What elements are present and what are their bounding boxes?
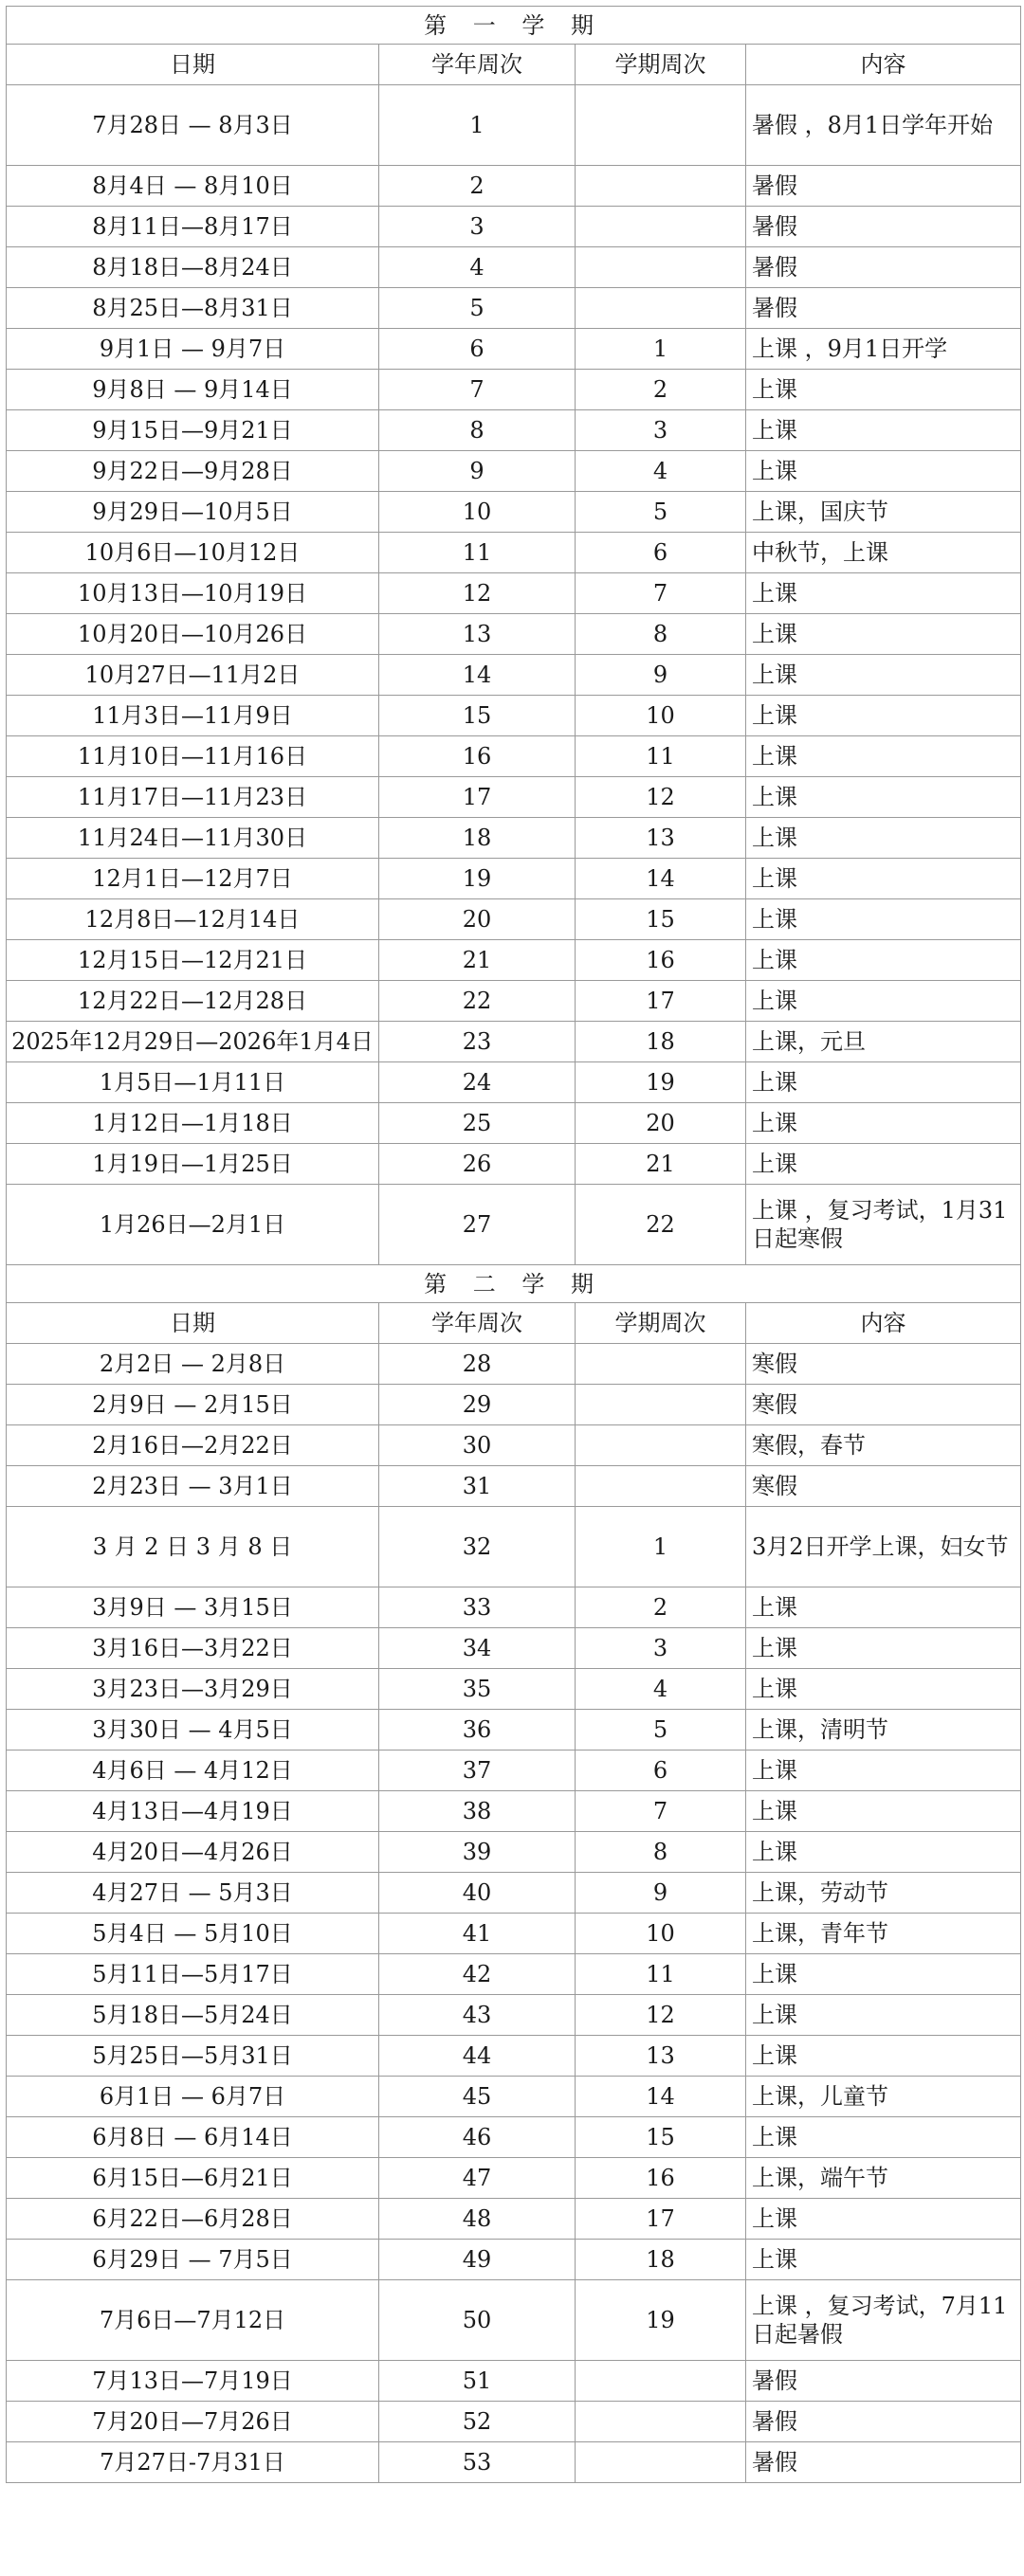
academic-year-week: 39 [379, 1832, 576, 1873]
semester-week [576, 1466, 746, 1507]
week-date-range: 12月8日—12月14日 [7, 899, 379, 940]
week-date-range: 8月18日—8月24日 [7, 247, 379, 288]
semester-week: 16 [576, 940, 746, 981]
semester-week: 14 [576, 859, 746, 899]
semester-week: 3 [576, 1628, 746, 1669]
academic-year-week: 35 [379, 1669, 576, 1710]
week-date-range: 6月8日 — 6月14日 [7, 2117, 379, 2158]
week-row [7, 2117, 1021, 2158]
week-row [7, 410, 1021, 451]
week-content: 上课 [746, 1144, 1021, 1185]
column-header-date: 日期 [7, 1303, 379, 1344]
academic-year-week: 2 [379, 166, 576, 207]
week-date-range: 6月15日—6月21日 [7, 2158, 379, 2199]
week-date-range: 2月9日 — 2月15日 [7, 1385, 379, 1425]
week-date-range: 9月15日—9月21日 [7, 410, 379, 451]
week-row [7, 2402, 1021, 2442]
semester-week: 8 [576, 1832, 746, 1873]
week-content: 上课 [746, 899, 1021, 940]
week-row [7, 899, 1021, 940]
week-row [7, 2240, 1021, 2280]
semester-week [576, 1385, 746, 1425]
week-row [7, 1587, 1021, 1628]
week-content: 上课 [746, 573, 1021, 614]
week-content: 上课 [746, 370, 1021, 410]
week-row [7, 2280, 1021, 2361]
semester-week: 19 [576, 1062, 746, 1103]
column-header-content: 内容 [746, 1303, 1021, 1344]
week-date-range: 11月17日—11月23日 [7, 777, 379, 818]
academic-year-week: 25 [379, 1103, 576, 1144]
week-content: 上课 ，复习考试，1月31日起寒假 [746, 1185, 1021, 1265]
week-date-range: 3月16日—3月22日 [7, 1628, 379, 1669]
week-row [7, 696, 1021, 736]
semester-week: 17 [576, 2199, 746, 2240]
week-content: 上课，清明节 [746, 1710, 1021, 1751]
academic-year-week: 11 [379, 533, 576, 573]
week-date-range: 9月8日 — 9月14日 [7, 370, 379, 410]
week-date-range: 10月27日—11月2日 [7, 655, 379, 696]
week-content: 上课 [746, 614, 1021, 655]
academic-year-week: 14 [379, 655, 576, 696]
week-content: 上课，元旦 [746, 1022, 1021, 1062]
semester-week: 4 [576, 1669, 746, 1710]
semester-week: 13 [576, 818, 746, 859]
academic-year-week: 3 [379, 207, 576, 247]
semester-week: 17 [576, 981, 746, 1022]
semester-week [576, 2402, 746, 2442]
week-date-range: 5月25日—5月31日 [7, 2036, 379, 2077]
week-content: 上课 [746, 1995, 1021, 2036]
week-content: 中秋节，上课 [746, 533, 1021, 573]
semester-week: 20 [576, 1103, 746, 1144]
week-content: 上课 [746, 1832, 1021, 1873]
week-content: 上课 [746, 1669, 1021, 1710]
week-date-range: 3月23日—3月29日 [7, 1669, 379, 1710]
week-date-range: 1月12日—1月18日 [7, 1103, 379, 1144]
column-header-term-week: 学期周次 [576, 45, 746, 85]
semester-week [576, 288, 746, 329]
semester-week: 18 [576, 1022, 746, 1062]
week-row [7, 1185, 1021, 1265]
semester-week: 12 [576, 777, 746, 818]
semester-week: 12 [576, 1995, 746, 2036]
week-row [7, 1954, 1021, 1995]
week-content: 暑假 [746, 2442, 1021, 2483]
semester-week: 10 [576, 696, 746, 736]
week-content: 上课 ，9月1日开学 [746, 329, 1021, 370]
semester-week: 5 [576, 1710, 746, 1751]
week-content: 上课，端午节 [746, 2158, 1021, 2199]
week-date-range: 10月20日—10月26日 [7, 614, 379, 655]
week-row [7, 1344, 1021, 1385]
semester-week: 15 [576, 2117, 746, 2158]
semester-week: 5 [576, 492, 746, 533]
week-content: 上课 [746, 410, 1021, 451]
academic-year-week: 46 [379, 2117, 576, 2158]
semester-week: 9 [576, 655, 746, 696]
academic-year-week: 28 [379, 1344, 576, 1385]
academic-year-week: 24 [379, 1062, 576, 1103]
week-row [7, 1385, 1021, 1425]
academic-year-week: 23 [379, 1022, 576, 1062]
semester-week [576, 207, 746, 247]
semester-week: 7 [576, 573, 746, 614]
academic-year-week: 15 [379, 696, 576, 736]
week-date-range: 2月2日 — 2月8日 [7, 1344, 379, 1385]
semester-week: 11 [576, 736, 746, 777]
week-content: 暑假 [746, 2402, 1021, 2442]
week-date-range: 12月22日—12月28日 [7, 981, 379, 1022]
week-date-range: 7月28日 — 8月3日 [7, 85, 379, 166]
academic-year-week: 44 [379, 2036, 576, 2077]
semester-week: 8 [576, 614, 746, 655]
week-row [7, 2199, 1021, 2240]
week-row [7, 777, 1021, 818]
week-date-range: 8月4日 — 8月10日 [7, 166, 379, 207]
week-content: 上课 [746, 859, 1021, 899]
semester-title: 第 二 学 期 [7, 1265, 1021, 1303]
week-date-range: 4月13日—4月19日 [7, 1791, 379, 1832]
semester-title-row [7, 1265, 1021, 1303]
week-row [7, 2158, 1021, 2199]
semester-week: 6 [576, 1751, 746, 1791]
week-row [7, 859, 1021, 899]
week-content: 暑假 ，8月1日学年开始 [746, 85, 1021, 166]
week-content: 上课 [746, 736, 1021, 777]
week-row [7, 2361, 1021, 2402]
semester-week [576, 1344, 746, 1385]
week-content: 上课 [746, 655, 1021, 696]
academic-year-week: 43 [379, 1995, 576, 2036]
week-row [7, 2442, 1021, 2483]
semester-title: 第 一 学 期 [7, 7, 1021, 45]
semester-week [576, 1425, 746, 1466]
academic-year-week: 51 [379, 2361, 576, 2402]
academic-year-week: 50 [379, 2280, 576, 2361]
week-date-range: 6月22日—6月28日 [7, 2199, 379, 2240]
week-content: 上课 [746, 1954, 1021, 1995]
week-row [7, 1103, 1021, 1144]
semester-week: 6 [576, 533, 746, 573]
week-content: 寒假，春节 [746, 1425, 1021, 1466]
column-header-year-week: 学年周次 [379, 45, 576, 85]
academic-year-week: 30 [379, 1425, 576, 1466]
column-header-term-week: 学期周次 [576, 1303, 746, 1344]
week-row [7, 1022, 1021, 1062]
week-date-range: 11月3日—11月9日 [7, 696, 379, 736]
academic-year-week: 32 [379, 1507, 576, 1587]
semester-week [576, 2361, 746, 2402]
semester-week: 2 [576, 370, 746, 410]
week-date-range: 3月9日 — 3月15日 [7, 1587, 379, 1628]
semester-week: 10 [576, 1914, 746, 1954]
week-date-range: 9月29日—10月5日 [7, 492, 379, 533]
semester-week: 1 [576, 1507, 746, 1587]
week-content: 上课 [746, 1103, 1021, 1144]
academic-year-week: 18 [379, 818, 576, 859]
week-row [7, 370, 1021, 410]
week-row [7, 2036, 1021, 2077]
academic-year-week: 33 [379, 1587, 576, 1628]
week-row [7, 1710, 1021, 1751]
academic-year-week: 40 [379, 1873, 576, 1914]
week-date-range: 5月11日—5月17日 [7, 1954, 379, 1995]
academic-year-week: 26 [379, 1144, 576, 1185]
week-row [7, 1507, 1021, 1587]
week-row [7, 85, 1021, 166]
semester-title-row [7, 7, 1021, 45]
week-content: 上课 [746, 1791, 1021, 1832]
week-content: 寒假 [746, 1344, 1021, 1385]
academic-year-week: 42 [379, 1954, 576, 1995]
semester-week [576, 247, 746, 288]
week-date-range: 2025年12月29日—2026年1月4日 [7, 1022, 379, 1062]
week-date-range: 8月11日—8月17日 [7, 207, 379, 247]
academic-year-week: 19 [379, 859, 576, 899]
semester-week: 11 [576, 1954, 746, 1995]
week-date-range: 11月24日—11月30日 [7, 818, 379, 859]
semester-week: 16 [576, 2158, 746, 2199]
academic-year-week: 31 [379, 1466, 576, 1507]
academic-year-week: 22 [379, 981, 576, 1022]
week-row [7, 818, 1021, 859]
academic-year-week: 10 [379, 492, 576, 533]
week-row [7, 1062, 1021, 1103]
week-date-range: 7月6日—7月12日 [7, 2280, 379, 2361]
week-content: 寒假 [746, 1466, 1021, 1507]
week-row [7, 533, 1021, 573]
semester-week: 18 [576, 2240, 746, 2280]
week-content: 暑假 [746, 2361, 1021, 2402]
week-content: 寒假 [746, 1385, 1021, 1425]
week-row [7, 1751, 1021, 1791]
semester-week [576, 85, 746, 166]
week-content: 上课 [746, 451, 1021, 492]
academic-year-week: 6 [379, 329, 576, 370]
week-content: 上课 [746, 981, 1021, 1022]
week-date-range: 9月1日 — 9月7日 [7, 329, 379, 370]
week-content: 上课 [746, 818, 1021, 859]
week-content: 上课，青年节 [746, 1914, 1021, 1954]
academic-year-week: 8 [379, 410, 576, 451]
academic-year-week: 4 [379, 247, 576, 288]
academic-year-week: 27 [379, 1185, 576, 1265]
week-date-range: 10月13日—10月19日 [7, 573, 379, 614]
week-date-range: 11月10日—11月16日 [7, 736, 379, 777]
week-content: 上课 [746, 2036, 1021, 2077]
week-row [7, 1995, 1021, 2036]
column-header-content: 内容 [746, 45, 1021, 85]
week-row [7, 492, 1021, 533]
week-content: 暑假 [746, 247, 1021, 288]
week-date-range: 12月1日—12月7日 [7, 859, 379, 899]
academic-year-week: 13 [379, 614, 576, 655]
academic-year-week: 38 [379, 1791, 576, 1832]
week-row [7, 1425, 1021, 1466]
semester-week: 3 [576, 410, 746, 451]
academic-year-week: 52 [379, 2402, 576, 2442]
week-date-range: 3月30日 — 4月5日 [7, 1710, 379, 1751]
week-row [7, 1628, 1021, 1669]
column-header-date: 日期 [7, 45, 379, 85]
semester-week: 14 [576, 2077, 746, 2117]
week-content: 上课，国庆节 [746, 492, 1021, 533]
week-content: 暑假 [746, 207, 1021, 247]
semester-week: 13 [576, 2036, 746, 2077]
academic-year-week: 21 [379, 940, 576, 981]
week-row [7, 1144, 1021, 1185]
semester-week: 1 [576, 329, 746, 370]
week-row [7, 1873, 1021, 1914]
academic-year-week: 12 [379, 573, 576, 614]
academic-year-week: 53 [379, 2442, 576, 2483]
calendar-body [7, 7, 1021, 2483]
semester-week: 22 [576, 1185, 746, 1265]
week-date-range: 10月6日—10月12日 [7, 533, 379, 573]
week-date-range: 1月19日—1月25日 [7, 1144, 379, 1185]
week-content: 上课 [746, 1628, 1021, 1669]
week-content: 上课 [746, 1062, 1021, 1103]
week-row [7, 1832, 1021, 1873]
week-row [7, 573, 1021, 614]
week-row [7, 1466, 1021, 1507]
week-content: 上课 [746, 2117, 1021, 2158]
semester-week: 2 [576, 1587, 746, 1628]
week-content: 暑假 [746, 166, 1021, 207]
week-row [7, 614, 1021, 655]
week-date-range: 6月1日 — 6月7日 [7, 2077, 379, 2117]
semester-week: 19 [576, 2280, 746, 2361]
academic-year-week: 37 [379, 1751, 576, 1791]
week-row [7, 207, 1021, 247]
week-date-range: 3 月 2 日 3 月 8 日 [7, 1507, 379, 1587]
week-date-range: 7月20日—7月26日 [7, 2402, 379, 2442]
week-row [7, 1669, 1021, 1710]
semester-week: 4 [576, 451, 746, 492]
week-content: 上课，劳动节 [746, 1873, 1021, 1914]
week-date-range: 5月18日—5月24日 [7, 1995, 379, 2036]
week-date-range: 4月27日 — 5月3日 [7, 1873, 379, 1914]
week-row [7, 940, 1021, 981]
week-content: 3月2日开学上课，妇女节 [746, 1507, 1021, 1587]
week-date-range: 4月6日 — 4月12日 [7, 1751, 379, 1791]
week-date-range: 1月5日—1月11日 [7, 1062, 379, 1103]
week-content: 上课 ，复习考试，7月11日起暑假 [746, 2280, 1021, 2361]
week-row [7, 655, 1021, 696]
academic-year-week: 41 [379, 1914, 576, 1954]
week-row [7, 1914, 1021, 1954]
academic-year-week: 17 [379, 777, 576, 818]
week-date-range: 9月22日—9月28日 [7, 451, 379, 492]
week-content: 上课 [746, 940, 1021, 981]
week-content: 上课，儿童节 [746, 2077, 1021, 2117]
week-date-range: 7月27日-7月31日 [7, 2442, 379, 2483]
week-date-range: 12月15日—12月21日 [7, 940, 379, 981]
week-content: 上课 [746, 777, 1021, 818]
week-row [7, 288, 1021, 329]
week-date-range: 6月29日 — 7月5日 [7, 2240, 379, 2280]
week-date-range: 7月13日—7月19日 [7, 2361, 379, 2402]
week-date-range: 5月4日 — 5月10日 [7, 1914, 379, 1954]
week-row [7, 329, 1021, 370]
week-row [7, 451, 1021, 492]
academic-year-week: 34 [379, 1628, 576, 1669]
column-header-year-week: 学年周次 [379, 1303, 576, 1344]
week-content: 上课 [746, 1751, 1021, 1791]
week-row [7, 166, 1021, 207]
semester-week: 15 [576, 899, 746, 940]
semester-week [576, 2442, 746, 2483]
week-row [7, 981, 1021, 1022]
semester-week: 21 [576, 1144, 746, 1185]
week-row [7, 1791, 1021, 1832]
academic-year-week: 1 [379, 85, 576, 166]
academic-year-week: 9 [379, 451, 576, 492]
week-date-range: 2月23日 — 3月1日 [7, 1466, 379, 1507]
academic-year-week: 7 [379, 370, 576, 410]
semester-week: 7 [576, 1791, 746, 1832]
week-content: 上课 [746, 696, 1021, 736]
week-content: 暑假 [746, 288, 1021, 329]
week-date-range: 1月26日—2月1日 [7, 1185, 379, 1265]
academic-year-week: 48 [379, 2199, 576, 2240]
academic-year-week: 20 [379, 899, 576, 940]
week-content: 上课 [746, 2240, 1021, 2280]
week-date-range: 2月16日—2月22日 [7, 1425, 379, 1466]
week-row [7, 736, 1021, 777]
column-header-row [7, 1303, 1021, 1344]
academic-year-week: 29 [379, 1385, 576, 1425]
column-header-row [7, 45, 1021, 85]
academic-year-week: 47 [379, 2158, 576, 2199]
week-content: 上课 [746, 1587, 1021, 1628]
week-row [7, 2077, 1021, 2117]
week-row [7, 247, 1021, 288]
week-content: 上课 [746, 2199, 1021, 2240]
week-date-range: 8月25日—8月31日 [7, 288, 379, 329]
week-date-range: 4月20日—4月26日 [7, 1832, 379, 1873]
academic-year-week: 5 [379, 288, 576, 329]
academic-year-week: 16 [379, 736, 576, 777]
school-calendar-table [6, 6, 1021, 2483]
semester-week: 9 [576, 1873, 746, 1914]
academic-year-week: 36 [379, 1710, 576, 1751]
semester-week [576, 166, 746, 207]
academic-year-week: 49 [379, 2240, 576, 2280]
academic-year-week: 45 [379, 2077, 576, 2117]
